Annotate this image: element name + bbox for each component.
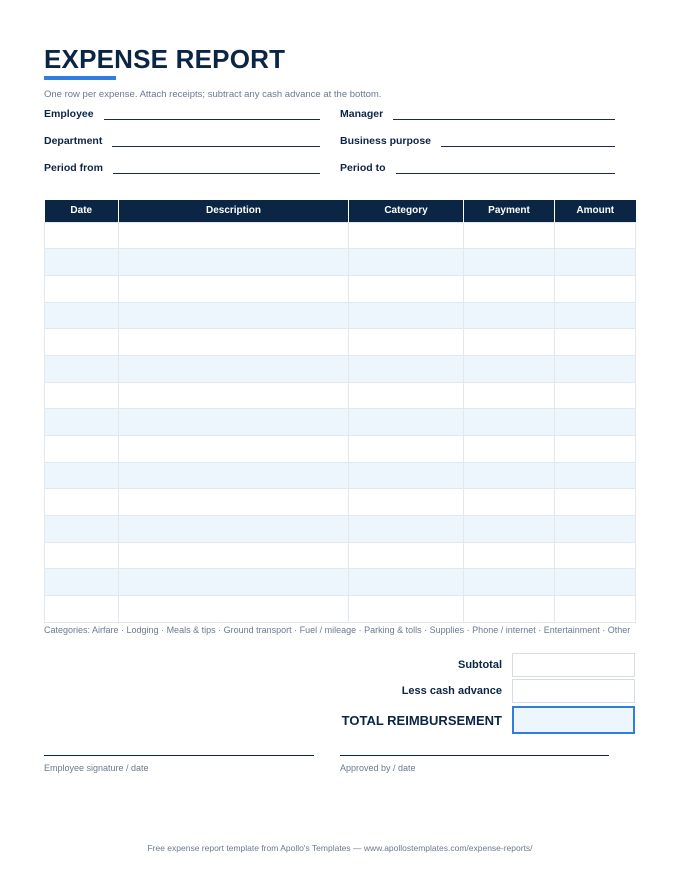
table-row xyxy=(45,275,636,302)
payment-cell[interactable] xyxy=(464,462,555,489)
employee-signature-line[interactable] xyxy=(44,755,314,763)
subtotal-box[interactable] xyxy=(512,653,635,677)
business-purpose-field[interactable] xyxy=(340,131,615,147)
employee-field[interactable] xyxy=(44,104,320,120)
approval-signature-line[interactable] xyxy=(340,755,609,763)
date-cell[interactable] xyxy=(45,542,119,569)
amount-cell[interactable] xyxy=(555,596,636,623)
category-cell[interactable] xyxy=(349,569,464,596)
description-cell[interactable] xyxy=(119,516,349,543)
category-cell[interactable] xyxy=(349,489,464,516)
amount-cell[interactable] xyxy=(555,302,636,329)
description-cell[interactable] xyxy=(119,569,349,596)
date-cell[interactable] xyxy=(45,222,119,249)
date-cell[interactable] xyxy=(45,302,119,329)
table-row xyxy=(45,489,636,516)
category-cell[interactable] xyxy=(349,329,464,356)
category-cell[interactable] xyxy=(349,302,464,329)
payment-cell[interactable] xyxy=(464,436,555,463)
amount-cell[interactable] xyxy=(555,569,636,596)
date-cell[interactable] xyxy=(45,329,119,356)
payment-cell[interactable] xyxy=(464,222,555,249)
payment-cell[interactable] xyxy=(464,249,555,276)
table-row xyxy=(45,516,636,543)
payment-cell[interactable] xyxy=(464,489,555,516)
column-header-payment: Payment xyxy=(464,200,555,222)
payment-cell[interactable] xyxy=(464,275,555,302)
business-purpose-input-line[interactable] xyxy=(441,135,615,147)
approval-signature-label: Approved by / date xyxy=(340,763,416,773)
date-cell[interactable] xyxy=(45,489,119,516)
employee-input-line[interactable] xyxy=(104,108,320,120)
period-to-input-line[interactable] xyxy=(396,162,615,174)
expense-table-body xyxy=(45,222,636,622)
description-cell[interactable] xyxy=(119,275,349,302)
employee-signature-block xyxy=(44,755,314,775)
table-row xyxy=(45,222,636,249)
amount-cell[interactable] xyxy=(555,329,636,356)
period-to-field[interactable] xyxy=(340,158,615,174)
date-cell[interactable] xyxy=(45,596,119,623)
manager-field[interactable] xyxy=(340,104,615,120)
description-cell[interactable] xyxy=(119,409,349,436)
title-accent-bar xyxy=(44,76,116,80)
table-row xyxy=(45,249,636,276)
description-cell[interactable] xyxy=(119,355,349,382)
payment-cell[interactable] xyxy=(464,542,555,569)
description-cell[interactable] xyxy=(119,249,349,276)
column-header-date: Date xyxy=(45,200,119,222)
table-row xyxy=(45,542,636,569)
date-cell[interactable] xyxy=(45,569,119,596)
description-cell[interactable] xyxy=(119,382,349,409)
date-cell[interactable] xyxy=(45,275,119,302)
department-label: Department xyxy=(44,135,103,147)
category-cell[interactable] xyxy=(349,409,464,436)
instructions-text: One row per expense. Attach receipts; subtract any cash advance at the bottom. xyxy=(44,89,382,100)
category-cell[interactable] xyxy=(349,249,464,276)
category-cell[interactable] xyxy=(349,436,464,463)
category-cell[interactable] xyxy=(349,542,464,569)
description-cell[interactable] xyxy=(119,542,349,569)
department-field[interactable] xyxy=(44,131,320,147)
cash-advance-row xyxy=(402,679,635,703)
amount-cell[interactable] xyxy=(555,382,636,409)
table-row xyxy=(45,569,636,596)
column-header-amount: Amount xyxy=(555,200,636,222)
department-input-line[interactable] xyxy=(112,135,320,147)
payment-cell[interactable] xyxy=(464,329,555,356)
category-cell[interactable] xyxy=(349,516,464,543)
payment-cell[interactable] xyxy=(464,596,555,623)
category-cell[interactable] xyxy=(349,355,464,382)
approval-signature-block xyxy=(340,755,609,775)
table-header-row xyxy=(45,200,636,222)
date-cell[interactable] xyxy=(45,249,119,276)
cash-advance-box[interactable] xyxy=(512,679,635,703)
payment-cell[interactable] xyxy=(464,409,555,436)
category-cell[interactable] xyxy=(349,275,464,302)
total-reimbursement-label: TOTAL REIMBURSEMENT xyxy=(341,712,502,728)
category-cell[interactable] xyxy=(349,596,464,623)
period-from-input-line[interactable] xyxy=(113,162,320,174)
manager-label: Manager xyxy=(340,108,384,120)
subtotal-row xyxy=(458,653,635,677)
table-row xyxy=(45,462,636,489)
amount-cell[interactable] xyxy=(555,436,636,463)
amount-cell[interactable] xyxy=(555,409,636,436)
amount-cell[interactable] xyxy=(555,275,636,302)
amount-cell[interactable] xyxy=(555,542,636,569)
column-header-category: Category xyxy=(349,200,464,222)
payment-cell[interactable] xyxy=(464,516,555,543)
description-cell[interactable] xyxy=(119,436,349,463)
description-cell[interactable] xyxy=(119,222,349,249)
table-row xyxy=(45,409,636,436)
amount-cell[interactable] xyxy=(555,489,636,516)
amount-cell[interactable] xyxy=(555,355,636,382)
page-title: EXPENSE REPORT xyxy=(44,44,286,74)
manager-input-line[interactable] xyxy=(393,108,615,120)
amount-cell[interactable] xyxy=(555,249,636,276)
description-cell[interactable] xyxy=(119,462,349,489)
table-row xyxy=(45,596,636,623)
date-cell[interactable] xyxy=(45,382,119,409)
period-to-label: Period to xyxy=(340,162,386,174)
payment-cell[interactable] xyxy=(464,569,555,596)
category-cell[interactable] xyxy=(349,462,464,489)
employee-label: Employee xyxy=(44,108,94,120)
description-cell[interactable] xyxy=(119,489,349,516)
payment-cell[interactable] xyxy=(464,302,555,329)
column-header-description: Description xyxy=(119,200,349,222)
table-row xyxy=(45,329,636,356)
cash-advance-label: Less cash advance xyxy=(401,685,502,697)
table-row xyxy=(45,302,636,329)
payment-cell[interactable] xyxy=(464,382,555,409)
category-cell[interactable] xyxy=(349,222,464,249)
description-cell[interactable] xyxy=(119,329,349,356)
amount-cell[interactable] xyxy=(555,516,636,543)
categories-note: Categories: Airfare · Lodging · Meals & tips · Ground transport · Fuel / mileage · Parking & tolls · Supplies · Phone / internet · Entertainment · Other xyxy=(44,625,631,635)
date-cell[interactable] xyxy=(45,355,119,382)
business-purpose-label: Business purpose xyxy=(340,135,432,147)
footer-text: Free expense report template from Apollo's Templates — www.apollostemplates.com/expense-reports/ xyxy=(147,843,533,853)
description-cell[interactable] xyxy=(119,302,349,329)
payment-cell[interactable] xyxy=(464,355,555,382)
date-cell[interactable] xyxy=(45,516,119,543)
subtotal-label: Subtotal xyxy=(458,659,502,671)
date-cell[interactable] xyxy=(45,462,119,489)
table-row xyxy=(45,355,636,382)
period-from-label: Period from xyxy=(44,162,103,174)
table-row xyxy=(45,382,636,409)
category-cell[interactable] xyxy=(349,382,464,409)
period-from-field[interactable] xyxy=(44,158,320,174)
amount-cell[interactable] xyxy=(555,222,636,249)
date-cell[interactable] xyxy=(45,436,119,463)
employee-signature-label: Employee signature / date xyxy=(44,763,149,773)
expense-table xyxy=(44,200,636,623)
table-row xyxy=(45,436,636,463)
amount-cell[interactable] xyxy=(555,462,636,489)
total-reimbursement-box[interactable] xyxy=(512,706,635,734)
date-cell[interactable] xyxy=(45,409,119,436)
total-reimbursement-row xyxy=(342,706,635,734)
description-cell[interactable] xyxy=(119,596,349,623)
